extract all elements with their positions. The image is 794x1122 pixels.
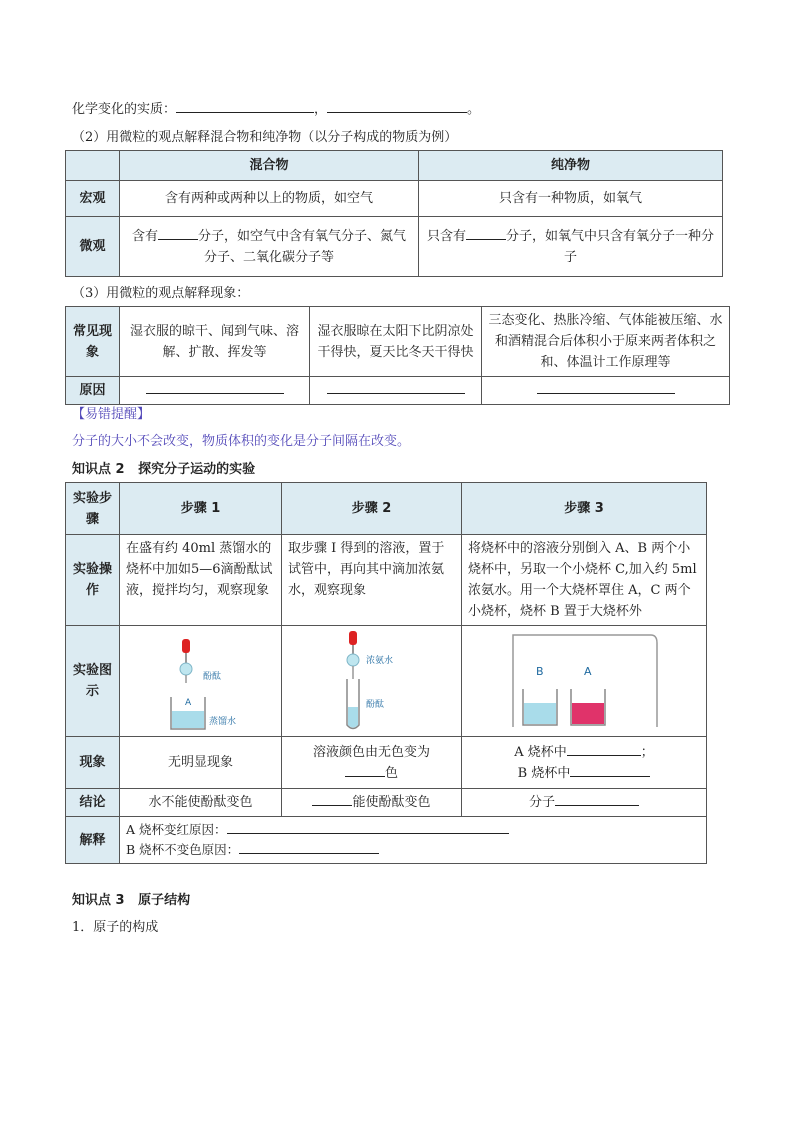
fig2-label-top: 浓氨水 — [365, 656, 393, 666]
micro-pure — [419, 217, 723, 277]
h-figure: 实验图示 — [66, 626, 120, 737]
beakers-illustration — [509, 629, 659, 733]
answer-blank[interactable] — [537, 380, 675, 394]
answer-blank[interactable] — [158, 226, 198, 240]
droplet-icon — [180, 663, 192, 675]
h-explanation: 解释 — [66, 817, 120, 864]
col-pure: 纯净物 — [419, 151, 723, 181]
answer-blank[interactable] — [567, 742, 641, 756]
item-1: 1．原子的构成 — [72, 920, 159, 935]
dropper-bulb-icon — [349, 631, 357, 645]
kp3-title: 原子结构 — [138, 893, 191, 908]
fig3-label-b: B — [536, 665, 544, 678]
fig2-label-bottom: 酚酞 — [365, 700, 384, 710]
answer-blank[interactable] — [345, 763, 385, 777]
kp3-heading — [72, 889, 190, 908]
h-operation: 实验操作 — [66, 535, 120, 626]
exp-phen-3 — [462, 737, 707, 789]
answer-blank[interactable] — [555, 792, 639, 806]
answer-blank[interactable] — [466, 226, 506, 240]
mixture-pure-table — [65, 150, 723, 277]
row-micro: 微观 — [66, 217, 120, 277]
exp-phen-3a-end: ； — [640, 744, 654, 760]
concl-2 — [282, 789, 462, 817]
answer-blank[interactable] — [312, 792, 352, 806]
h-conclusion: 结论 — [66, 789, 120, 817]
exp-phen-3a: A 烧杯中 — [514, 744, 567, 760]
h-step: 实验步骤 — [66, 483, 120, 535]
liquid-fill-icon — [348, 707, 358, 728]
concl-3 — [462, 789, 707, 817]
beaker-b-liquid — [524, 703, 556, 724]
period: 。 — [467, 102, 481, 117]
micro-pure-text-a: 只含有 — [426, 228, 466, 244]
essence-label: 化学变化的实质： — [72, 102, 177, 117]
reason-1 — [120, 377, 310, 405]
tip-title: 【易错提醒】 — [72, 407, 151, 422]
figure-1 — [120, 626, 282, 737]
kp2-label: 知识点 2 — [72, 462, 125, 477]
row-reason: 原因 — [66, 377, 120, 405]
h-phenomenon: 现象 — [66, 737, 120, 789]
explanation-cell — [120, 817, 707, 864]
micro-mixture-text-a: 含有 — [131, 228, 158, 244]
separator: ， — [314, 102, 328, 117]
kp2-title: 探究分子运动的实验 — [138, 462, 256, 477]
fig1-label-top: 酚酞 — [202, 672, 221, 682]
exp-phen-2 — [282, 737, 462, 789]
concl-2-text: 能使酚酞变色 — [352, 795, 431, 810]
dropper-bulb-icon — [182, 639, 190, 653]
answer-blank[interactable] — [146, 380, 284, 394]
micro-mixture-text-b: 分子，如空气中含有氧气分子、氮气分子、二氧化碳分子等 — [198, 228, 407, 265]
fig3-label-a: A — [584, 665, 592, 678]
phen-3: 三态变化、热胀冷缩、气体能被压缩、水和酒精混合后体积小于原来两者体积之和、体温计工作原理等 — [482, 307, 730, 377]
kp3-label: 知识点 3 — [72, 893, 125, 908]
tip-text: 分子的大小不会改变，物质体积的变化是分子间隔在改变。 — [72, 434, 411, 449]
concl-1: 水不能使酚酞变色 — [120, 789, 282, 817]
macro-pure: 只含有一种物质，如氧气 — [419, 181, 723, 217]
reason-3 — [482, 377, 730, 405]
row-macro: 宏观 — [66, 181, 120, 217]
reason-2 — [310, 377, 482, 405]
expl-a-label: A 烧杯变红原因： — [126, 822, 227, 837]
essence-line — [72, 98, 480, 117]
exp-phen-1: 无明显现象 — [120, 737, 282, 789]
figure-3 — [462, 626, 707, 737]
op-2: 取步骤 I 得到的溶液，置于试管中，再向其中滴加浓氨水，观察现象 — [282, 535, 462, 626]
expl-b-label: B 烧杯不变色原因： — [126, 842, 240, 857]
answer-blank[interactable] — [239, 841, 379, 855]
col-mixture: 混合物 — [120, 151, 419, 181]
fig1-label-water: 蒸馏水 — [208, 717, 236, 727]
dropper-beaker-illustration — [151, 631, 251, 731]
answer-blank[interactable] — [227, 821, 509, 835]
section3-title: （3）用微粒的观点解释现象： — [72, 286, 250, 301]
phen-1: 湿衣服的晾干、闻到气味、溶解、扩散、挥发等 — [120, 307, 310, 377]
row-phenomena: 常见现象 — [66, 307, 120, 377]
phenomena-table — [65, 306, 730, 405]
step-1: 步骤 1 — [120, 483, 282, 535]
answer-blank[interactable] — [176, 99, 314, 113]
concl-3-text: 分子 — [528, 795, 555, 810]
macro-mixture: 含有两种或两种以上的物质，如空气 — [120, 181, 419, 217]
figure-2 — [282, 626, 462, 737]
answer-blank[interactable] — [327, 99, 467, 113]
step-3: 步骤 3 — [462, 483, 707, 535]
droplet-icon — [347, 654, 359, 666]
micro-mixture — [120, 217, 419, 277]
dropper-testtube-illustration — [322, 629, 422, 733]
answer-blank[interactable] — [327, 380, 465, 394]
exp-phen-2-text: 溶液颜色由无色变为 — [312, 744, 430, 760]
beaker-a-liquid — [572, 703, 604, 724]
experiment-table — [65, 482, 707, 864]
empty-header-cell — [66, 151, 120, 181]
fig1-label-a: A — [184, 698, 191, 708]
op-3: 将烧杯中的溶液分别倒入 A、B 两个小烧杯中，另取一个小烧杯 C,加入约 5ml 浓氨水。用一个大烧杯罩住 A，C 两个小烧杯，烧杯 B 置于大烧杯外 — [462, 535, 707, 626]
op-1: 在盛有约 40ml 蒸馏水的烧杯中加如5—6滴酚酞试液，搅拌均匀，观察现象 — [120, 535, 282, 626]
kp2-heading — [72, 458, 255, 477]
exp-phen-2-end: 色 — [384, 765, 398, 781]
section2-title: （2）用微粒的观点解释混合物和纯净物（以分子构成的物质为例） — [72, 130, 458, 145]
answer-blank[interactable] — [570, 763, 650, 777]
water-fill-icon — [172, 711, 204, 728]
phen-2: 湿衣服晾在太阳下比阴凉处干得快，夏天比冬天干得快 — [310, 307, 482, 377]
exp-phen-3b: B 烧杯中 — [517, 765, 571, 781]
micro-pure-text-b: 分子，如氧气中只含有氧分子一种分子 — [506, 228, 715, 265]
step-2: 步骤 2 — [282, 483, 462, 535]
